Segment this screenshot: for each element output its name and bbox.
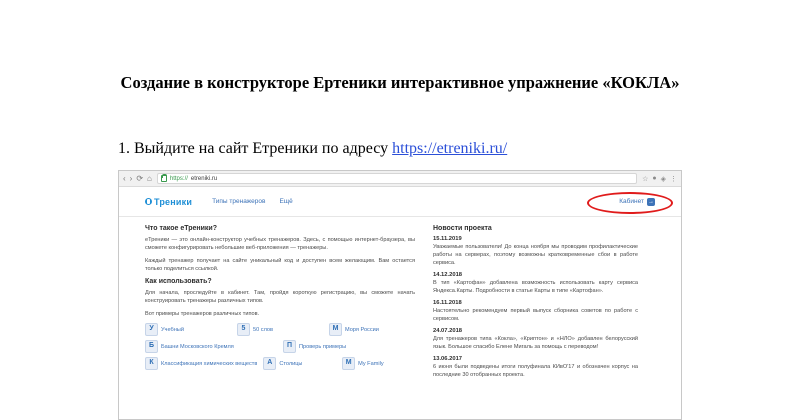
trainer-label: Столицы [279,360,303,367]
menu-icon[interactable]: ⋮ [670,175,677,183]
tile-row [145,323,415,336]
cabinet-label: Кабинет [619,198,644,205]
trainer-icon: A [263,357,276,370]
trainer-icon: М [329,323,342,336]
trainer-tile[interactable] [329,323,415,336]
tile-row [145,357,415,370]
trainer-tile[interactable] [237,323,323,336]
trainer-icon: M [342,357,355,370]
paragraph-4: Вот примеры тренажеров различных типов. [145,311,260,317]
reload-icon[interactable]: ⟳ [136,173,144,183]
toolbar-right-icons [642,175,677,183]
address-bar[interactable] [157,173,637,184]
trainer-icon: У [145,323,158,336]
trainer-label: 50 слов [253,326,273,333]
lock-icon [161,175,167,182]
profile-icon[interactable]: ● [652,175,657,182]
trainer-label: Моря России [345,326,379,333]
left-column [145,225,415,384]
news-text: Уважаемые пользователи! До конца ноября мы проводим профилактические работы на серверах, поэтому возможны кратковременные сбои в работе сервиса. [433,244,638,266]
forward-icon[interactable]: › [129,173,133,183]
site-logo[interactable] [145,197,192,207]
back-icon[interactable]: ‹ [123,173,126,183]
heading-how-to-use: Как использовать? [145,278,212,285]
page-title: Создание в конструкторе Ертеники интерактивное упражнение «КОКЛА» [120,73,680,92]
trainer-tile[interactable] [283,340,369,353]
paragraph-3: Для начала, проследуйте в кабинет. Там, пройдя короткую регистрацию, вы сможете начать конструировать тренажеры различных типов. [145,290,415,304]
news-item [433,236,638,267]
trainer-icon: 5 [237,323,250,336]
site-nav [212,198,293,205]
home-icon[interactable]: ⌂ [147,173,152,183]
url-scheme: https:// [169,175,188,182]
trainer-label: Классификация химических веществ [161,360,258,367]
step-one-prefix: 1. Выйдите на сайт Етреники по адресу [118,140,393,157]
heading-news: Новости проекта [433,225,492,232]
trainer-tile[interactable] [342,357,415,370]
site-content [119,217,681,384]
news-date: 24.07.2018 [433,328,463,334]
trainer-label: Башни Московского Кремля [161,343,234,350]
news-text: Настоятельно рекомендуем первый выпуск сборника советов по работе с сервисом. [433,308,638,322]
navigation-controls [123,175,152,183]
trainer-icon: К [145,357,158,370]
trainer-examples [145,323,415,370]
news-date: 13.06.2017 [433,356,463,362]
logo-mark-icon [145,198,152,205]
etreniki-link[interactable]: https://etreniki.ru/ [392,140,508,157]
trainer-tile[interactable] [145,357,257,370]
trainer-icon: П [283,340,296,353]
login-arrow-icon: → [648,198,654,205]
browser-toolbar [119,171,681,187]
news-item [433,356,638,379]
paragraph-2: Каждый тренажер получает на сайте уникальный код и доступен всем желающим. Вам остается только поделиться ссылкой. [145,258,415,272]
paragraph-1: еТреники — это онлайн-конструктор учебных тренажеров. Здесь, с помощью интернет-браузера, вы сможете конфигурировать небольшие веб-приложения — тренажеры. [145,237,415,251]
bookmark-star-icon[interactable]: ☆ [642,175,649,183]
extension-icon[interactable]: ◈ [660,175,666,183]
site-header [119,187,681,217]
news-item [433,272,638,295]
cabinet-button[interactable] [619,198,655,206]
news-date: 14.12.2018 [433,272,463,278]
news-item [433,328,638,351]
trainer-tile[interactable] [263,357,336,370]
trainer-icon: Б [145,340,158,353]
news-date: 15.11.2019 [433,236,462,242]
news-item [433,300,638,323]
heading-what-is: Что такое еТреники? [145,225,218,232]
trainer-tile[interactable] [145,340,277,353]
news-text: Для тренажеров типа «Кокла», «Криптон» и «НЛО» добавлен белорусский язык. Большое спасибо Елене Мигаль за помощь с переводом! [433,336,638,350]
nav-item-more[interactable]: Ещё [279,198,293,205]
trainer-label: Учебный [161,326,184,333]
trainer-label: My Family [358,360,384,367]
url-host: etreniki.ru [190,175,218,182]
trainer-label: Проверь примеры [299,343,347,350]
news-date: 16.11.2018 [433,300,462,306]
nav-item-trainer-types[interactable]: Типы тренажеров [212,198,266,205]
site-logo-label: Треники [154,196,193,207]
tile-row [145,340,415,353]
step-one-text [118,140,507,158]
browser-screenshot [118,170,682,420]
right-column [433,225,638,384]
news-text: 6 июня были подведены итоги полуфинала КИвО'17 и обозначен корпус на последние 30 отобранных проекта. [433,364,638,378]
trainer-tile[interactable] [145,323,231,336]
news-text: В тип «Картофан» добавлена возможность использовать карту сервиса Яндекса.Карты. Подробности в статье Карты в типе «Картофан». [433,280,638,294]
